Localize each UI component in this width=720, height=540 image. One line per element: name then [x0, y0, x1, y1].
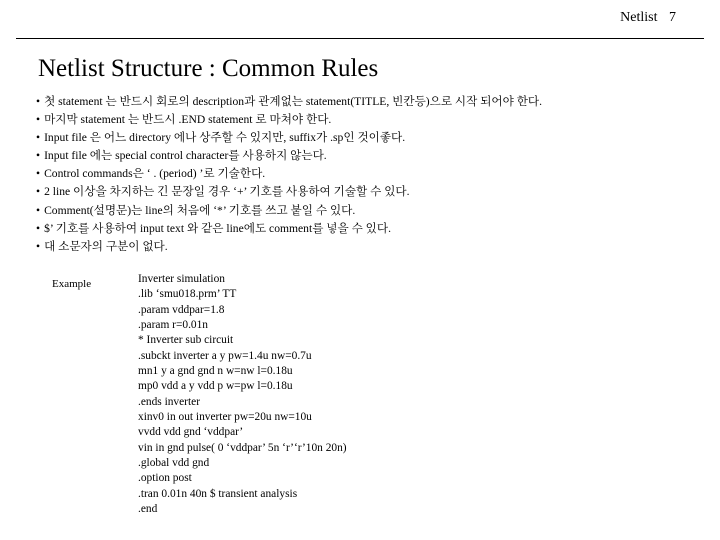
example-netlist	[138, 272, 347, 518]
netlist-line: .tran 0.01n 40n $ transient analysis	[138, 487, 298, 500]
rule-item: • 2 line 이상을 차지하는 긴 문장일 경우 ‘+’ 기호를 사용하여 기술할 수 있다.	[36, 183, 542, 201]
rule-item: • 마지막 statement 는 반드시 .END statement 로 마쳐야 한다.	[36, 111, 542, 129]
netlist-line: mp0 vdd a y vdd p w=pw l=0.18u	[138, 380, 293, 393]
netlist-line: .ends inverter	[138, 395, 200, 408]
page-header	[620, 10, 676, 26]
rules-list	[36, 93, 542, 256]
netlist-line: .param r=0.01n	[138, 319, 209, 332]
netlist-line: .subckt inverter a y pw=1.4u nw=0.7u	[138, 349, 312, 362]
netlist-line: .global vdd gnd	[138, 457, 210, 470]
rule-item: • $’ 기호를 사용하여 input text 와 같은 line에도 comment를 넣을 수 있다.	[36, 220, 542, 238]
netlist-line: xinv0 in out inverter pw=20u nw=10u	[138, 411, 312, 424]
page-number: 7	[669, 10, 676, 25]
header-divider	[16, 38, 704, 39]
netlist-line: .param vddpar=1.8	[138, 303, 225, 316]
rule-item: • Control commands은 ‘ . (period) ’로 기술한다.	[36, 165, 542, 183]
header-section-label: Netlist	[620, 10, 658, 25]
netlist-line: .end	[138, 503, 158, 516]
rule-item: • 대 소문자의 구분이 없다.	[36, 238, 542, 256]
rule-item: • 첫 statement 는 반드시 회로의 description과 관계없는 statement(TITLE, 빈칸등)으로 시작 되어야 한다.	[36, 93, 542, 111]
netlist-line: Inverter simulation	[138, 273, 225, 285]
rule-item: • Input file 에는 special control character를 사용하지 않는다.	[36, 147, 542, 165]
rule-item: • Comment(설명문)는 line의 처음에 ‘*’ 기호를 쓰고 붙일 수 있다.	[36, 202, 542, 220]
page-title: Netlist Structure : Common Rules	[38, 55, 379, 82]
netlist-line: * Inverter sub circuit	[138, 334, 234, 347]
netlist-line: vin in gnd pulse( 0 ‘vddpar’ 5n ‘r’‘r’10n 20n)	[138, 441, 347, 454]
rule-item: • Input file 은 어느 directory 에나 상주할 수 있지만, suffix가 .sp인 것이좋다.	[36, 129, 542, 147]
netlist-line: mn1 y a gnd gnd n w=nw l=0.18u	[138, 365, 293, 378]
example-label: Example	[52, 278, 92, 290]
netlist-line: vvdd vdd gnd ‘vddpar’	[138, 426, 244, 439]
netlist-line: .option post	[138, 472, 192, 485]
netlist-line: .lib ‘smu018.prm’ TT	[138, 288, 237, 301]
